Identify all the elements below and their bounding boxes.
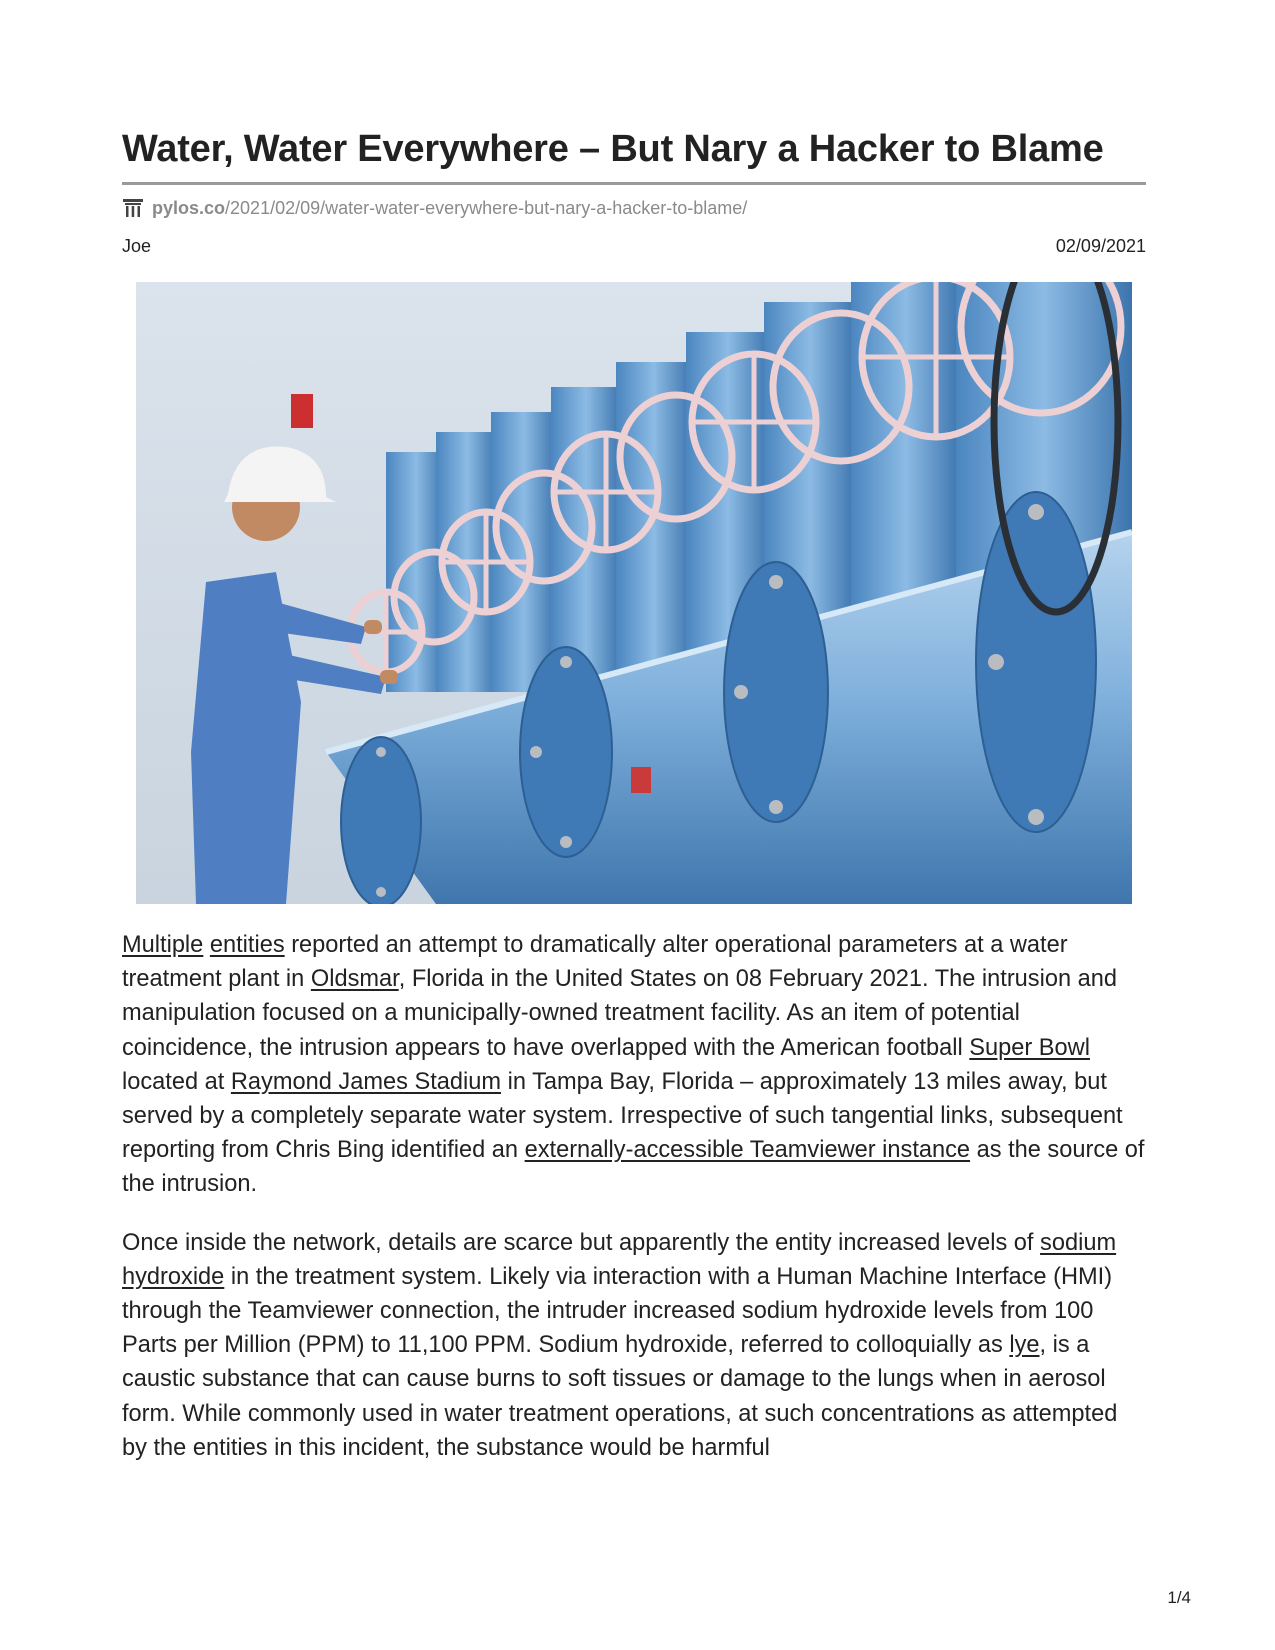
title-divider (122, 182, 1146, 185)
paragraph-text: reported an attempt to dramatically alter operational parameters at a water treatment plant in (122, 932, 1068, 993)
author: Joe (122, 236, 152, 256)
source-url[interactable] (122, 196, 747, 220)
inline-link[interactable]: Raymond James Stadium (230, 1068, 502, 1095)
hero-image (136, 282, 1132, 904)
paragraph-text: Once inside the network, details are scarce but apparently the entity increased levels of (122, 1229, 1041, 1256)
article-paragraph (122, 1226, 1146, 1465)
column-icon (122, 197, 144, 219)
document-page (122, 0, 1146, 1650)
paragraph-text: , is a caustic substance that can cause burns to soft tissues or damage to the lungs when in aerosol form. While commonly used in water treatment operations, at such concentrations as attempted by the entities in this incident, the substance would be harmful (122, 1332, 1118, 1461)
page-number: 1/4 (1167, 1588, 1191, 1607)
inline-link[interactable]: sodium hydroxide (122, 1229, 1117, 1290)
inline-link[interactable]: lye (1009, 1332, 1040, 1359)
article-body (122, 928, 1146, 1489)
inline-link[interactable]: entities (209, 932, 285, 958)
paragraph-text: , Florida in the United States on 08 February 2021. The intrusion and manipulation focused on a municipally-owned treatment facility. As an item of potential coincidence, the intrusion appears to have overlapped with the American football (122, 966, 1117, 1061)
publish-date: 02/09/2021 (1055, 236, 1146, 256)
inline-link[interactable]: Super Bowl (969, 1034, 1090, 1061)
water-pipeline-photo (136, 282, 1132, 904)
article-paragraph (122, 928, 1146, 1202)
inline-link[interactable]: externally-accessible Teamviewer instance (524, 1137, 971, 1164)
inline-link[interactable]: Multiple (122, 932, 204, 958)
paragraph-text: located at (122, 1068, 231, 1095)
paragraph-text: in the treatment system. Likely via interaction with a Human Machine Interface (HMI) through the Teamviewer connection, the intruder increased sodium hydroxide levels from 100 Parts per Million (PPM) to 11,100 PPM. Sodium hydroxide, referred to colloquially as (122, 1263, 1113, 1359)
byline-row (122, 236, 1146, 257)
paragraph-text: as the source of the intrusion. (122, 1137, 1145, 1198)
url-path[interactable]: /2021/02/09/water-water-everywhere-but-nary-a-hacker-to-blame/ (225, 197, 748, 218)
inline-link[interactable]: Oldsmar (310, 966, 399, 993)
paragraph-text: in Tampa Bay, Florida – approximately 13 miles away, but served by a completely separate water system. Irrespective of such tangential links, subsequent reporting from Chris Bing identified an (122, 1068, 1123, 1164)
article-title: Water, Water Everywhere – But Nary a Hacker to Blame (122, 128, 1104, 170)
url-domain[interactable]: pylos.co (152, 197, 226, 218)
